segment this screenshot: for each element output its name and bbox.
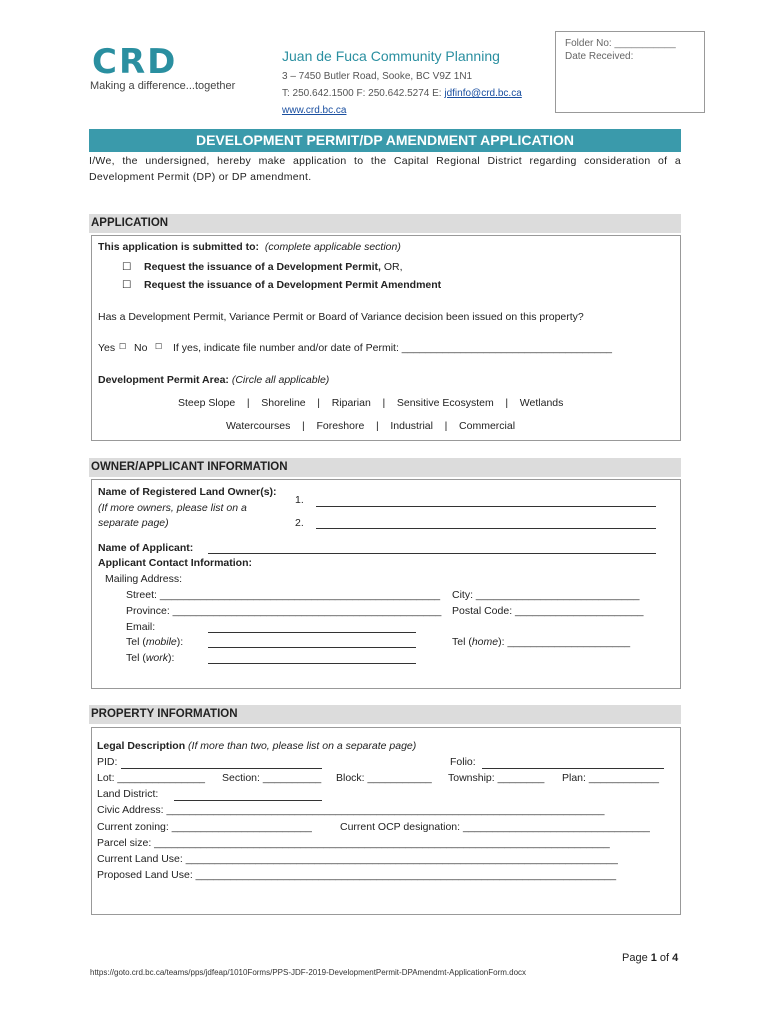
intro-text: I/We, the undersigned, hereby make application to the Capital Regional District regarding consideration of a Development Permit (DP) or DP amendment.	[89, 155, 681, 183]
pid-label: PID:	[97, 756, 118, 768]
owner-2-field[interactable]	[316, 528, 656, 529]
folder-no: Folder No: ___________	[565, 38, 676, 49]
applicant-name-field[interactable]	[208, 553, 656, 554]
email-field[interactable]	[208, 632, 416, 633]
street-address: 3 – 7450 Butler Road, Sooke, BC V9Z 1N1	[282, 71, 473, 82]
land-district-label: Land District:	[97, 788, 159, 800]
file-number-field[interactable]: If yes, indicate file number and/or date of Permit: ____________________________________	[173, 342, 613, 354]
office-use-box	[555, 31, 705, 113]
tagline: Making a difference...together	[90, 80, 236, 92]
city-field[interactable]: City: ____________________________	[452, 589, 640, 601]
option-dp-amendment: Request the issuance of a Development Permit Amendment	[144, 279, 442, 291]
folio-field[interactable]	[482, 768, 664, 769]
tel-work-label: Tel (work):	[126, 652, 175, 664]
checkbox-yes[interactable]: ☐	[119, 342, 127, 351]
owner-note1: (If more owners, please list on a	[98, 502, 247, 514]
contact-info-label: Applicant Contact Information:	[98, 557, 252, 569]
checkbox-dp-amendment[interactable]: ☐	[122, 279, 132, 291]
phone-fax: T: 250.642.1500 F: 250.642.5274 E:	[282, 88, 445, 99]
folio-label: Folio:	[450, 756, 476, 768]
checkbox-no[interactable]: ☐	[155, 342, 163, 351]
lot-field[interactable]: Lot: _______________	[97, 772, 206, 784]
tel-mobile-field[interactable]	[208, 647, 416, 648]
section-owner: OWNER/APPLICANT INFORMATION	[89, 458, 681, 477]
section-application: APPLICATION	[89, 214, 681, 233]
application-box	[91, 235, 681, 441]
crd-logo: CRD	[92, 42, 178, 82]
page-number: Page 1 of 4	[622, 952, 679, 964]
office-name: Juan de Fuca Community Planning	[282, 48, 500, 64]
postal-code-field[interactable]: Postal Code: ______________________	[452, 605, 644, 617]
contact-line	[282, 85, 522, 102]
civic-address-field[interactable]: Civic Address: ___________________________________________________________________________	[97, 804, 605, 816]
date-received: Date Received:	[565, 51, 634, 62]
township-field[interactable]: Township: ________	[448, 772, 545, 784]
website-link[interactable]: www.crd.bc.ca	[282, 105, 347, 116]
owner-number-1: 1.	[295, 494, 304, 506]
tel-home-field[interactable]: Tel (home): _____________________	[452, 636, 631, 648]
dp-area-label: Development Permit Area: (Circle all applicable)	[98, 374, 330, 386]
section-field[interactable]: Section: __________	[222, 772, 322, 784]
yes-label: Yes	[98, 342, 116, 354]
legal-description-label: Legal Description (If more than two, please list on a separate page)	[97, 740, 417, 752]
owner-1-field[interactable]	[316, 506, 656, 507]
current-land-use-field[interactable]: Current Land Use: __________________________________________________________________________	[97, 853, 618, 865]
property-box	[91, 727, 681, 915]
no-label: No	[134, 342, 148, 354]
email-link[interactable]: jdfinfo@crd.bc.ca	[444, 88, 522, 99]
plan-field[interactable]: Plan: ____________	[562, 772, 659, 784]
tel-mobile-label: Tel (mobile):	[126, 636, 184, 648]
checkbox-dp[interactable]: ☐	[122, 261, 132, 273]
tel-work-field[interactable]	[208, 663, 416, 664]
page-title: DEVELOPMENT PERMIT/DP AMENDMENT APPLICATION	[89, 129, 681, 152]
owner-number-2: 2.	[295, 517, 304, 529]
proposed-land-use-field[interactable]: Proposed Land Use: ________________________________________________________________________	[97, 869, 617, 881]
parcel-size-field[interactable]: Parcel size: ______________________________________________________________________________	[97, 837, 610, 849]
land-district-field[interactable]	[174, 800, 322, 801]
dp-areas-row2[interactable]: Watercourses | Foreshore | Industrial | Commercial	[226, 420, 516, 432]
pid-field[interactable]	[121, 768, 322, 769]
email-label: Email:	[126, 621, 156, 633]
block-field[interactable]: Block: ___________	[336, 772, 432, 784]
option-dp: Request the issuance of a Development Permit, OR,	[144, 261, 403, 273]
street-field[interactable]: Street: ________________________________________________	[126, 589, 441, 601]
current-zoning-field[interactable]: Current zoning: ________________________	[97, 821, 312, 833]
permit-question: Has a Development Permit, Variance Permit or Board of Variance decision been issued on this property?	[98, 311, 584, 323]
ocp-designation-field[interactable]: Current OCP designation: ________________________________	[340, 821, 650, 833]
submitted-to: This application is submitted to: (complete applicable section)	[98, 241, 401, 253]
owner-label: Name of Registered Land Owner(s):	[98, 486, 277, 498]
owner-note2: separate page)	[98, 517, 169, 529]
section-property: PROPERTY INFORMATION	[89, 705, 681, 724]
office-address	[282, 68, 522, 119]
applicant-name-label: Name of Applicant:	[98, 542, 194, 554]
footer-url: https://goto.crd.bc.ca/teams/pps/jdfeap/1010Forms/PPS-JDF-2019-DevelopmentPermit-DPAmendmt-ApplicationForm.docx	[90, 968, 527, 977]
owner-box	[91, 479, 681, 689]
dp-areas-row1[interactable]: Steep Slope | Shoreline | Riparian | Sensitive Ecosystem | Wetlands	[178, 397, 564, 409]
province-field[interactable]: Province: ______________________________________________	[126, 605, 442, 617]
mailing-address-label: Mailing Address:	[105, 573, 183, 585]
